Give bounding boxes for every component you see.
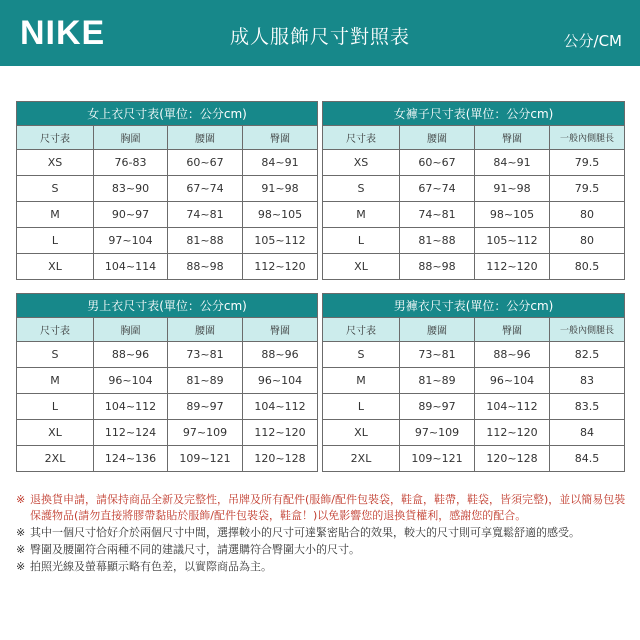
- measurement-cell: 67~74: [168, 176, 243, 202]
- measurement-cell: 120~128: [475, 446, 550, 472]
- women-bottom-size-table: [322, 101, 625, 280]
- table-row: [17, 368, 318, 394]
- size-label-cell: L: [323, 394, 400, 420]
- page-header: [0, 0, 640, 66]
- men-top-size-table: [16, 293, 318, 472]
- measurement-cell: 88~98: [400, 254, 475, 280]
- measurement-cell: 104~114: [94, 254, 168, 280]
- return-policy-note: [16, 492, 628, 524]
- table-row: [323, 394, 625, 420]
- measurement-cell: 112~120: [475, 420, 550, 446]
- table-title: 男上衣尺寸表(單位：公分cm): [17, 294, 318, 318]
- measurement-cell: 80: [550, 202, 625, 228]
- measurement-cell: 98~105: [243, 202, 318, 228]
- size-label-cell: L: [323, 228, 400, 254]
- column-header: 尺寸表: [323, 318, 400, 342]
- size-label-cell: XL: [323, 420, 400, 446]
- measurement-cell: 84~91: [243, 150, 318, 176]
- column-header: 一般內側腿長: [550, 318, 625, 342]
- measurement-cell: 96~104: [243, 368, 318, 394]
- measurement-cell: 81~89: [168, 368, 243, 394]
- women-top-size-table: [16, 101, 318, 280]
- measurement-cell: 81~88: [400, 228, 475, 254]
- size-label-cell: S: [323, 176, 400, 202]
- table-row: [323, 368, 625, 394]
- measurement-cell: 60~67: [168, 150, 243, 176]
- column-header: 腰圍: [168, 318, 243, 342]
- measurement-cell: 112~120: [475, 254, 550, 280]
- measurement-cell: 105~112: [475, 228, 550, 254]
- measurement-cell: 124~136: [94, 446, 168, 472]
- measurement-cell: 97~109: [400, 420, 475, 446]
- size-label-cell: L: [17, 394, 94, 420]
- column-header: 腰圍: [400, 126, 475, 150]
- measurement-cell: 60~67: [400, 150, 475, 176]
- note-text: 退換貨申請，請保持商品全新及完整性，吊牌及所有配件(服飾/配件包裝袋，鞋盒，鞋帶，鞋袋，皆須完整)，並以簡易包裝保護物品(請勿直接將膠帶黏貼於服飾/配件包裝袋，鞋盒！)以免影響您的退換貨權利，感謝您的配合。: [30, 493, 626, 522]
- note-mark: ※: [16, 543, 26, 556]
- table-row: [323, 446, 625, 472]
- measurement-cell: 109~121: [400, 446, 475, 472]
- column-header: 胸圍: [94, 318, 168, 342]
- table-row: [323, 342, 625, 368]
- measurement-cell: 84.5: [550, 446, 625, 472]
- measurement-cell: 84: [550, 420, 625, 446]
- note-text: 臀圍及腰圍符合兩種不同的建議尺寸，請選購符合臀圍大小的尺寸。: [30, 543, 360, 556]
- size-label-cell: XS: [323, 150, 400, 176]
- column-header: 尺寸表: [17, 318, 94, 342]
- measurement-cell: 120~128: [243, 446, 318, 472]
- table-row: [17, 202, 318, 228]
- measurement-cell: 89~97: [168, 394, 243, 420]
- measurement-cell: 84~91: [475, 150, 550, 176]
- color-difference-note: [16, 559, 628, 575]
- column-header: 臀圍: [243, 126, 318, 150]
- table-row: [17, 228, 318, 254]
- column-header: 臀圍: [475, 126, 550, 150]
- table-row: [17, 420, 318, 446]
- measurement-cell: 79.5: [550, 150, 625, 176]
- measurement-cell: 88~96: [94, 342, 168, 368]
- table-row: [17, 342, 318, 368]
- measurement-cell: 76-83: [94, 150, 168, 176]
- measurement-cell: 88~96: [475, 342, 550, 368]
- table-row: [323, 228, 625, 254]
- note-text: 其中一個尺寸恰好介於兩個尺寸中間，選擇較小的尺寸可達緊密貼合的效果，較大的尺寸則可享寬鬆舒適的感受。: [30, 526, 580, 539]
- size-label-cell: XL: [323, 254, 400, 280]
- measurement-cell: 90~97: [94, 202, 168, 228]
- note-mark: ※: [16, 493, 26, 506]
- column-header: 腰圍: [400, 318, 475, 342]
- table-row: [17, 254, 318, 280]
- men-bottom-size-table: [322, 293, 625, 472]
- size-label-cell: S: [323, 342, 400, 368]
- measurement-cell: 104~112: [475, 394, 550, 420]
- measurement-cell: 74~81: [168, 202, 243, 228]
- notes-section: [16, 492, 628, 576]
- measurement-cell: 109~121: [168, 446, 243, 472]
- table-row: [17, 394, 318, 420]
- measurement-cell: 73~81: [168, 342, 243, 368]
- measurement-cell: 82.5: [550, 342, 625, 368]
- brand-logo: NIKE: [20, 14, 106, 52]
- size-label-cell: XL: [17, 254, 94, 280]
- note-mark: ※: [16, 560, 26, 573]
- measurement-cell: 112~124: [94, 420, 168, 446]
- table-row: [323, 150, 625, 176]
- measurement-cell: 112~120: [243, 254, 318, 280]
- table-title: 女上衣尺寸表(單位：公分cm): [17, 102, 318, 126]
- table-title: 女褲子尺寸表(單位：公分cm): [323, 102, 625, 126]
- measurement-cell: 97~104: [94, 228, 168, 254]
- column-header: 一般內側腿長: [550, 126, 625, 150]
- size-label-cell: M: [17, 202, 94, 228]
- measurement-cell: 104~112: [94, 394, 168, 420]
- measurement-cell: 88~96: [243, 342, 318, 368]
- column-header: 尺寸表: [323, 126, 400, 150]
- measurement-cell: 91~98: [475, 176, 550, 202]
- measurement-cell: 96~104: [94, 368, 168, 394]
- note-mark: ※: [16, 526, 26, 539]
- measurement-cell: 80.5: [550, 254, 625, 280]
- table-row: [323, 420, 625, 446]
- size-label-cell: XL: [17, 420, 94, 446]
- measurement-cell: 105~112: [243, 228, 318, 254]
- table-title: 男褲衣尺寸表(單位：公分cm): [323, 294, 625, 318]
- size-between-note: [16, 525, 628, 541]
- measurement-cell: 104~112: [243, 394, 318, 420]
- size-label-cell: L: [17, 228, 94, 254]
- measurement-cell: 98~105: [475, 202, 550, 228]
- size-label-cell: M: [323, 202, 400, 228]
- unit-label: 公分/CM: [563, 32, 622, 50]
- measurement-cell: 81~88: [168, 228, 243, 254]
- note-text: 拍照光線及螢幕顯示略有色差，以實際商品為主。: [30, 560, 272, 573]
- measurement-cell: 83~90: [94, 176, 168, 202]
- size-label-cell: M: [17, 368, 94, 394]
- table-row: [323, 254, 625, 280]
- measurement-cell: 96~104: [475, 368, 550, 394]
- measurement-cell: 83: [550, 368, 625, 394]
- measurement-cell: 79.5: [550, 176, 625, 202]
- size-label-cell: S: [17, 176, 94, 202]
- measurement-cell: 89~97: [400, 394, 475, 420]
- table-row: [323, 176, 625, 202]
- measurement-cell: 74~81: [400, 202, 475, 228]
- column-header: 臀圍: [243, 318, 318, 342]
- size-label-cell: 2XL: [17, 446, 94, 472]
- size-label-cell: S: [17, 342, 94, 368]
- table-row: [17, 446, 318, 472]
- measurement-cell: 88~98: [168, 254, 243, 280]
- table-row: [17, 176, 318, 202]
- measurement-cell: 81~89: [400, 368, 475, 394]
- page-title: 成人服飾尺寸對照表: [229, 26, 410, 48]
- hip-waist-note: [16, 542, 628, 558]
- measurement-cell: 112~120: [243, 420, 318, 446]
- size-label-cell: XS: [17, 150, 94, 176]
- size-label-cell: 2XL: [323, 446, 400, 472]
- column-header: 尺寸表: [17, 126, 94, 150]
- column-header: 胸圍: [94, 126, 168, 150]
- measurement-cell: 91~98: [243, 176, 318, 202]
- measurement-cell: 67~74: [400, 176, 475, 202]
- table-row: [323, 202, 625, 228]
- measurement-cell: 80: [550, 228, 625, 254]
- column-header: 腰圍: [168, 126, 243, 150]
- measurement-cell: 83.5: [550, 394, 625, 420]
- measurement-cell: 97~109: [168, 420, 243, 446]
- column-header: 臀圍: [475, 318, 550, 342]
- table-row: [17, 150, 318, 176]
- measurement-cell: 73~81: [400, 342, 475, 368]
- size-label-cell: M: [323, 368, 400, 394]
